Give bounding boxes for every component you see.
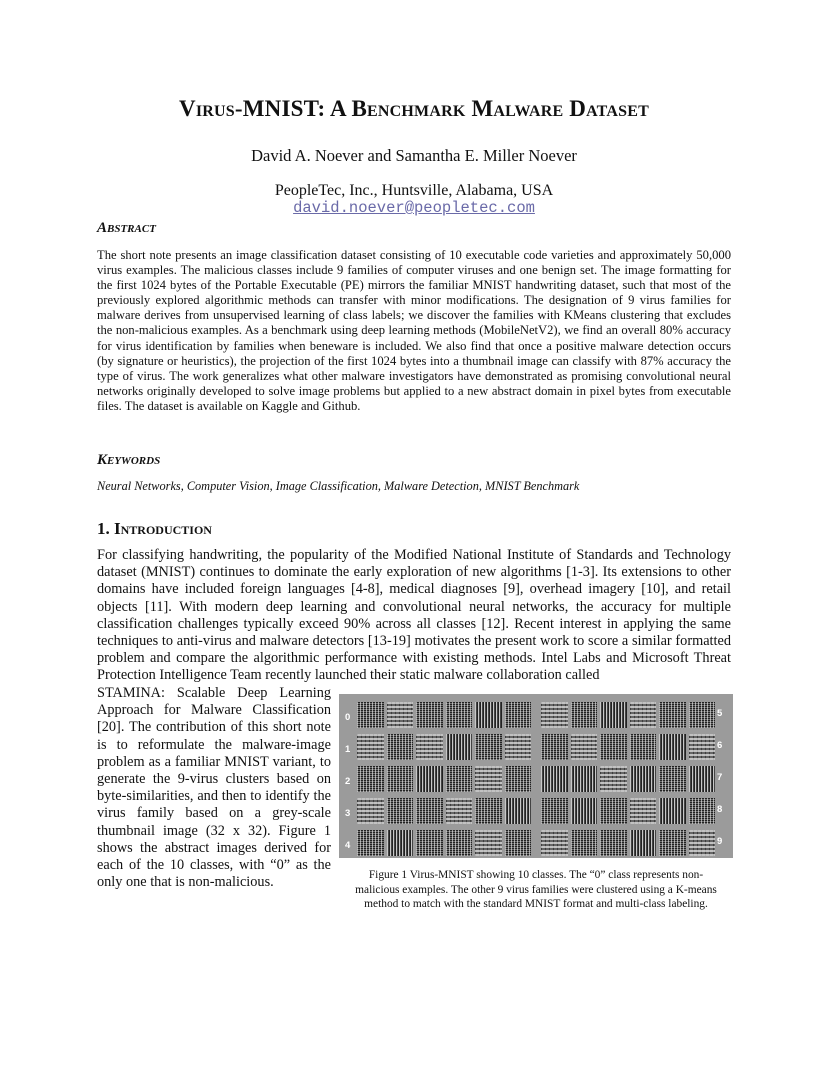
virus-thumbnail <box>600 830 627 856</box>
virus-thumbnail <box>387 734 414 760</box>
virus-thumbnail <box>357 702 384 728</box>
virus-thumbnail <box>541 798 568 824</box>
section-number: 1. <box>97 519 114 538</box>
virus-thumbnail <box>541 702 568 728</box>
class-label: 6 <box>717 740 723 751</box>
virus-thumbnail <box>475 830 502 856</box>
virus-thumbnail <box>446 766 473 792</box>
figure-row <box>357 830 715 856</box>
virus-thumbnail <box>446 734 473 760</box>
virus-thumbnail <box>689 766 716 792</box>
virus-thumbnail <box>387 798 414 824</box>
abstract-text: The short note presents an image classification dataset consisting of 10 executable code varieties and approximately 50,000 virus examples. The malicious classes include 9 families of computer viruses and one benign set. The image formatting for the first 1024 bytes of the Portable Executable (PE) mirrors the familiar MNIST handwriting dataset, such that most of the previously explored algorithmic methods can transfer with minor modifications. The designation of 9 virus families for malware derives from unsupervised learning of class labels; we discover the families with KMeans clustering that excludes the non-malicious examples. As a benchmark using deep learning methods (MobileNetV2), we find an overall 80% accuracy for virus identification by families when beneware is included. We also find that once a positive malware detection occurs (by signature or heuristics), the projection of the first 1024 bytes into a thumbnail image can classify with 87% accuracy the type of virus. The work generalizes what other malware investigators have demonstrated as promising convolutional neural networks originally developed to solve image problems but applied to a new abstract domain in pixel bytes from executable files. The dataset is available on Kaggle and Github. <box>97 248 731 413</box>
virus-thumbnail <box>446 798 473 824</box>
class-label: 4 <box>345 840 351 851</box>
virus-thumbnail <box>357 798 384 824</box>
paper-title <box>0 96 828 122</box>
virus-thumbnail <box>630 830 657 856</box>
class-label: 2 <box>345 776 351 787</box>
virus-thumbnail <box>475 798 502 824</box>
virus-thumbnail <box>416 766 443 792</box>
class-label: 5 <box>717 708 723 719</box>
virus-thumbnail <box>689 830 716 856</box>
virus-thumbnail <box>571 734 598 760</box>
virus-thumbnail <box>505 702 532 728</box>
virus-thumbnail <box>659 830 686 856</box>
abstract-heading: Abstract <box>97 220 156 236</box>
virus-thumbnail <box>416 798 443 824</box>
figure-1-image <box>339 694 733 858</box>
virus-thumbnail <box>600 766 627 792</box>
virus-thumbnail <box>387 766 414 792</box>
virus-thumbnail <box>357 830 384 856</box>
class-label: 1 <box>345 744 351 755</box>
keywords-heading: Keywords <box>97 452 161 468</box>
virus-thumbnail <box>416 830 443 856</box>
class-label: 0 <box>345 712 351 723</box>
virus-thumbnail <box>689 702 716 728</box>
intro-paragraph: For classifying handwriting, the popularity of the Modified National Institute of Standards and Technology dataset (MNIST) continues to dominate the early exploration of new algorithms [1-3]. Its extensions to other domains have included foreign languages [4-8], medical diagnoses [9], overhead imagery [10], and retail objects [11]. With modern deep learning and convolutional neural networks, the accuracy for multiple classification challenges typically exceed 90% across all classes [12]. Recent interest in applying the same techniques to anti-virus and malware detectors [13-19] motivates the present work to score a similar formatted problem and compare the algorithmic performance with existing methods. Intel Labs and Microsoft Threat Protection Intelligence Team recently launched their static malware collaboration called <box>97 547 731 684</box>
virus-thumbnail <box>505 766 532 792</box>
virus-thumbnail <box>571 766 598 792</box>
virus-thumbnail <box>446 702 473 728</box>
virus-thumbnail <box>630 702 657 728</box>
section-title: Introduction <box>114 519 212 538</box>
virus-thumbnail <box>600 734 627 760</box>
virus-thumbnail <box>659 702 686 728</box>
section-heading-introduction <box>97 519 212 539</box>
virus-thumbnail <box>541 830 568 856</box>
figure-caption: Figure 1 Virus-MNIST showing 10 classes. The “0” class represents non-malicious examples. The other 9 virus families were clustered using a K-means method to match with the standard MNIST format and multi-class labeling. <box>355 869 717 910</box>
figure-row <box>357 734 715 760</box>
authors: David A. Noever and Samantha E. Miller Noever <box>251 146 577 165</box>
figure-row <box>357 702 715 728</box>
virus-thumbnail <box>689 734 716 760</box>
virus-thumbnail <box>541 766 568 792</box>
title-prefix: Virus-MNIST: <box>179 96 330 121</box>
class-label: 8 <box>717 804 723 815</box>
virus-thumbnail <box>475 734 502 760</box>
virus-thumbnail <box>659 766 686 792</box>
virus-thumbnail <box>571 830 598 856</box>
virus-thumbnail <box>387 830 414 856</box>
class-label: 3 <box>345 808 351 819</box>
virus-thumbnail <box>416 702 443 728</box>
virus-thumbnail <box>659 734 686 760</box>
title-rest: A Benchmark Malware Dataset <box>330 96 649 121</box>
virus-thumbnail <box>571 702 598 728</box>
virus-thumbnail <box>357 766 384 792</box>
virus-thumbnail <box>475 702 502 728</box>
figure-row <box>357 766 715 792</box>
virus-thumbnail <box>689 798 716 824</box>
intro-paragraph-column: STAMINA: Scalable Deep Learning Approach for Malware Classification [20]. The contribution of this short note is to reformulate the malware-image problem as a familiar MNIST variant, to generate the 9-virus clusters based on byte-similarities, and then to identify the virus family based on a grey-scale thumbnail image (32 x 32). Figure 1 shows the abstract images derived for each of the 10 classes, with “0” as the only one that is non-malicious. <box>97 685 331 891</box>
virus-thumbnail <box>357 734 384 760</box>
virus-thumbnail <box>659 798 686 824</box>
virus-thumbnail <box>505 830 532 856</box>
virus-thumbnail <box>541 734 568 760</box>
class-label: 9 <box>717 836 723 847</box>
virus-thumbnail <box>475 766 502 792</box>
virus-thumbnail <box>571 798 598 824</box>
virus-thumbnail <box>630 734 657 760</box>
virus-thumbnail <box>630 798 657 824</box>
virus-thumbnail <box>416 734 443 760</box>
affiliation: PeopleTec, Inc., Huntsville, Alabama, USA <box>274 182 554 199</box>
virus-thumbnail <box>505 734 532 760</box>
virus-thumbnail <box>446 830 473 856</box>
figure-row <box>357 798 715 824</box>
virus-thumbnail <box>630 766 657 792</box>
virus-thumbnail <box>600 702 627 728</box>
keywords-text: Neural Networks, Computer Vision, Image Classification, Malware Detection, MNIST Benchmark <box>97 479 580 493</box>
virus-thumbnail <box>600 798 627 824</box>
email-link[interactable]: david.noever@peopletec.com <box>293 199 535 217</box>
class-label: 7 <box>717 772 723 783</box>
virus-thumbnail <box>505 798 532 824</box>
virus-thumbnail <box>387 702 414 728</box>
